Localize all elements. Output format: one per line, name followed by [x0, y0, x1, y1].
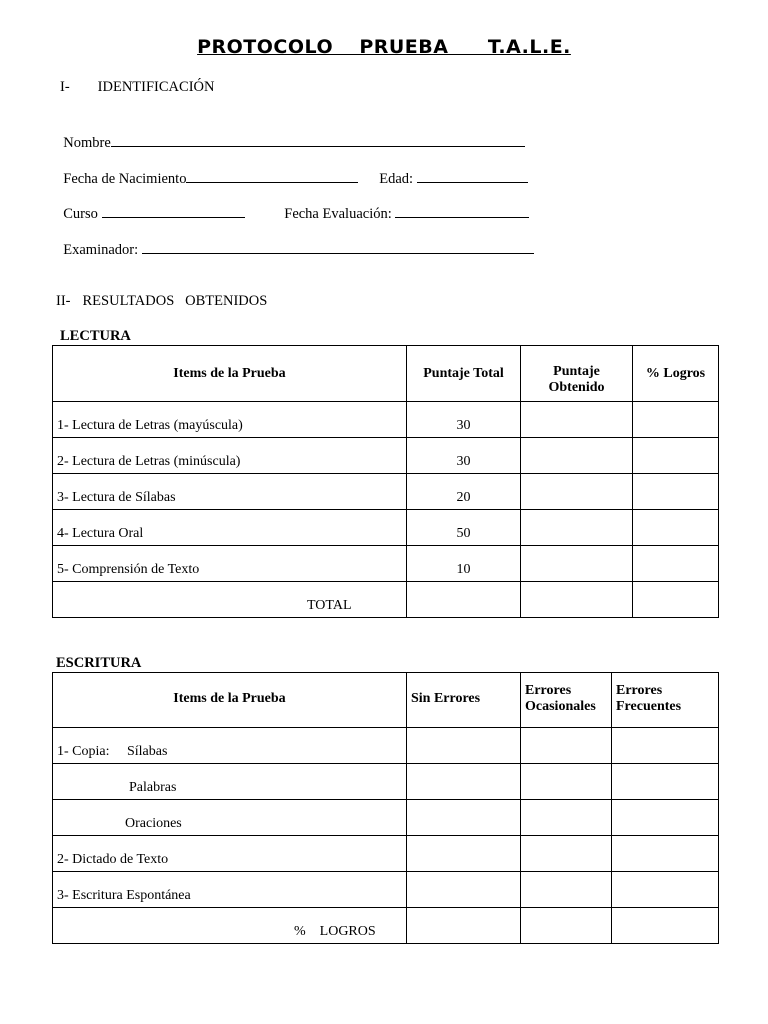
item-cell: 3- Lectura de Sílabas	[53, 474, 407, 510]
logros-sin-errores-cell[interactable]	[407, 908, 521, 944]
errores-frecuentes-cell[interactable]	[612, 764, 719, 800]
edad-blank[interactable]	[417, 168, 528, 183]
fecha-nacimiento-blank[interactable]	[186, 168, 358, 183]
column-header-puntaje-total: Puntaje Total	[407, 346, 521, 402]
nombre-field[interactable]	[56, 115, 525, 152]
table-row	[53, 728, 719, 764]
nombre-label: Nombre	[63, 135, 111, 151]
item-cell: 2- Dictado de Texto	[53, 836, 407, 872]
table-header-row	[53, 673, 719, 728]
logros-cell[interactable]	[633, 438, 719, 474]
column-header-errores-frecuentes: Errores Frecuentes	[612, 673, 719, 728]
examinador-blank[interactable]	[142, 239, 534, 254]
section-roman: II-	[56, 293, 71, 309]
errores-ocasionales-cell[interactable]	[521, 800, 612, 836]
item-cell: 1- Copia: Sílabas	[53, 728, 407, 764]
fecha-nacimiento-label: Fecha de Nacimiento	[63, 171, 187, 187]
fecha-evaluacion-field[interactable]	[277, 186, 529, 223]
total-logros-cell[interactable]	[633, 582, 719, 618]
total-puntaje-cell[interactable]	[407, 582, 521, 618]
curso-blank[interactable]	[102, 203, 245, 218]
errores-frecuentes-cell[interactable]	[612, 872, 719, 908]
lectura-heading: LECTURA	[60, 328, 131, 344]
examinador-field[interactable]	[56, 222, 534, 259]
escritura-heading: ESCRITURA	[56, 655, 142, 671]
logros-frecuentes-cell[interactable]	[612, 908, 719, 944]
table-row	[53, 872, 719, 908]
edad-label: Edad:	[379, 171, 414, 187]
logros-row	[53, 908, 719, 944]
section-label: RESULTADOS OBTENIDOS	[82, 293, 268, 309]
escritura-table	[52, 672, 719, 944]
table-row	[53, 764, 719, 800]
examinador-label: Examinador:	[63, 242, 139, 258]
table-row	[53, 546, 719, 582]
column-header-sin-errores: Sin Errores	[407, 673, 521, 728]
sin-errores-cell[interactable]	[407, 728, 521, 764]
puntaje-total-cell: 30	[407, 402, 521, 438]
nombre-blank[interactable]	[111, 132, 525, 147]
errores-frecuentes-cell[interactable]	[612, 800, 719, 836]
puntaje-obtenido-cell[interactable]	[521, 474, 633, 510]
total-obtenido-cell[interactable]	[521, 582, 633, 618]
sin-errores-cell[interactable]	[407, 872, 521, 908]
errores-frecuentes-cell[interactable]	[612, 836, 719, 872]
page-title: PROTOCOLO PRUEBA T.A.L.E.	[197, 36, 571, 58]
fecha-evaluacion-blank[interactable]	[395, 203, 529, 218]
column-header-puntaje-obtenido: Puntaje Obtenido	[521, 346, 633, 402]
errores-frecuentes-cell[interactable]	[612, 728, 719, 764]
errores-ocasionales-cell[interactable]	[521, 872, 612, 908]
table-row	[53, 474, 719, 510]
logros-label-cell: % LOGROS	[53, 908, 407, 944]
table-header-row	[53, 346, 719, 402]
item-cell: 3- Escritura Espontánea	[53, 872, 407, 908]
errores-ocasionales-cell[interactable]	[521, 728, 612, 764]
puntaje-obtenido-cell[interactable]	[521, 438, 633, 474]
item-cell: Palabras	[53, 764, 407, 800]
puntaje-obtenido-cell[interactable]	[521, 546, 633, 582]
edad-field[interactable]	[372, 151, 528, 188]
item-cell: 2- Lectura de Letras (minúscula)	[53, 438, 407, 474]
table-row	[53, 438, 719, 474]
curso-field[interactable]	[56, 186, 245, 223]
table-row	[53, 836, 719, 872]
puntaje-total-cell: 20	[407, 474, 521, 510]
fecha-nacimiento-field[interactable]	[56, 151, 358, 188]
item-cell: Oraciones	[53, 800, 407, 836]
logros-cell[interactable]	[633, 510, 719, 546]
column-header-errores-ocasionales: Errores Ocasionales	[521, 673, 612, 728]
puntaje-total-cell: 10	[407, 546, 521, 582]
table-row	[53, 402, 719, 438]
total-label-cell: TOTAL	[53, 582, 407, 618]
column-header-items: Items de la Prueba	[53, 346, 407, 402]
column-header-logros: % Logros	[633, 346, 719, 402]
section-resultados-heading	[56, 293, 267, 310]
item-cell: 5- Comprensión de Texto	[53, 546, 407, 582]
curso-label: Curso	[63, 206, 98, 222]
column-header-items: Items de la Prueba	[53, 673, 407, 728]
errores-ocasionales-cell[interactable]	[521, 836, 612, 872]
puntaje-obtenido-cell[interactable]	[521, 402, 633, 438]
puntaje-obtenido-cell[interactable]	[521, 510, 633, 546]
sin-errores-cell[interactable]	[407, 800, 521, 836]
puntaje-total-cell: 50	[407, 510, 521, 546]
total-row	[53, 582, 719, 618]
lectura-table	[52, 345, 719, 618]
table-row	[53, 510, 719, 546]
logros-ocasionales-cell[interactable]	[521, 908, 612, 944]
section-roman: I-	[60, 79, 70, 95]
section-label: IDENTIFICACIÓN	[97, 79, 215, 95]
table-row	[53, 800, 719, 836]
fecha-evaluacion-label: Fecha Evaluación:	[284, 206, 392, 222]
section-identificacion-heading	[60, 79, 214, 96]
sin-errores-cell[interactable]	[407, 836, 521, 872]
logros-cell[interactable]	[633, 474, 719, 510]
puntaje-total-cell: 30	[407, 438, 521, 474]
logros-cell[interactable]	[633, 546, 719, 582]
item-cell: 1- Lectura de Letras (mayúscula)	[53, 402, 407, 438]
logros-cell[interactable]	[633, 402, 719, 438]
item-cell: 4- Lectura Oral	[53, 510, 407, 546]
sin-errores-cell[interactable]	[407, 764, 521, 800]
errores-ocasionales-cell[interactable]	[521, 764, 612, 800]
